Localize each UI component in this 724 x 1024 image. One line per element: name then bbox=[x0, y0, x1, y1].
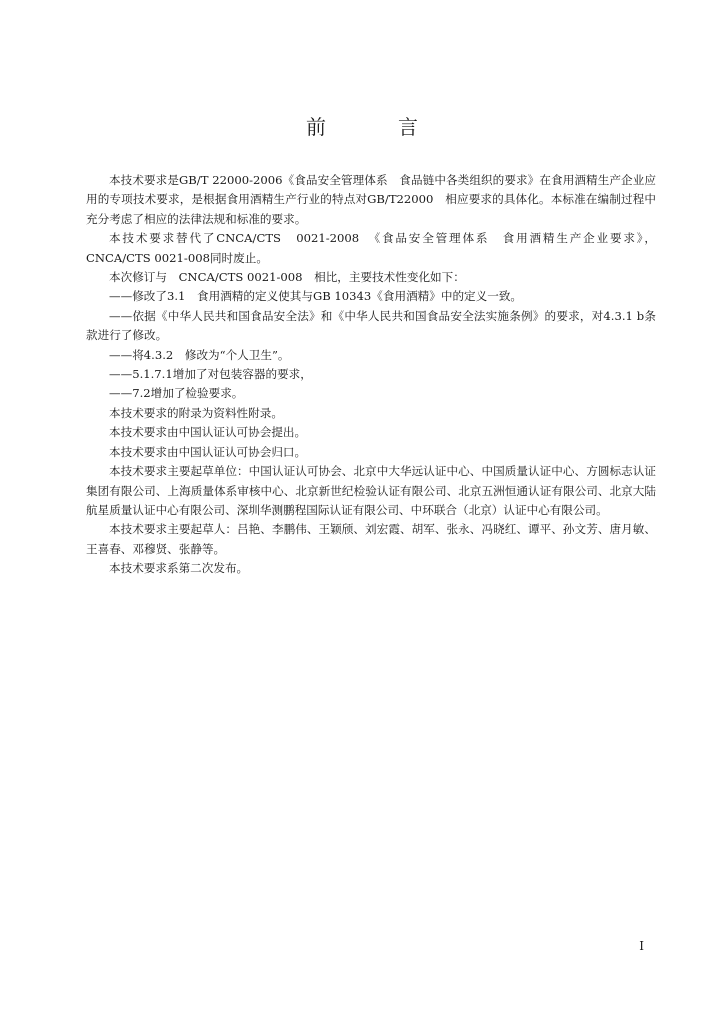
paragraph-administrator: 本技术要求由中国认证认可协会归口。 bbox=[109, 444, 307, 459]
paragraph-change-2: ——依据《中华人民共和国食品安全法》和《中华人民共和国食品安全法实施条例》的要求，对4.3.1 b条款进行了修改。 bbox=[86, 308, 656, 343]
paragraph-change-4: ——5.1.7.1增加了对包装容器的要求， bbox=[109, 367, 312, 382]
paragraph-release: 本技术要求系第二次发布。 bbox=[109, 561, 249, 576]
page-title: 前 言 bbox=[306, 115, 444, 139]
paragraph-change-3: ——将4.3.2 修改为“个人卫生”。 bbox=[109, 347, 290, 362]
paragraph-appendix: 本技术要求的附录为资料性附录。 bbox=[109, 405, 283, 420]
paragraph-changes-intro: 本次修订与 CNCA/CTS 0021-008 相比，主要技术性变化如下： bbox=[109, 270, 465, 285]
paragraph-drafting-units: 本技术要求主要起草单位：中国认证认可协会、北京中大华远认证中心、中国质量认证中心、方圆标志认证集团有限公司、上海质量体系审核中心、北京新世纪检验认证有限公司、北京五洲恒通认证有限公司、北京大陆航星质量认证中心有限公司、深圳华测鹏程国际认证有限公司、中环联合（北京）认证中心有限公司。 bbox=[86, 464, 656, 517]
page-number: I bbox=[639, 939, 644, 953]
paragraph-replacement: 本技术要求替代了CNCA/CTS 0021-2008 《食品安全管理体系 食用酒精生产企业要求》，CNCA/CTS 0021-008同时废止。 bbox=[86, 231, 656, 265]
paragraph-change-1: ——修改了3.1 食用酒精的定义使其与GB 10343《食用酒精》中的定义一致。 bbox=[109, 289, 523, 304]
paragraph-proposer: 本技术要求由中国认证认可协会提出。 bbox=[109, 425, 307, 440]
foreword-body bbox=[86, 171, 656, 579]
paragraph-change-5: ——7.2增加了检验要求。 bbox=[109, 386, 244, 401]
paragraph-scope: 本技术要求是GB/T 22000-2006《食品安全管理体系 食品链中各类组织的要求》在食用酒精生产企业应用的专项技术要求，是根据食用酒精生产行业的特点对GB/T22000 相应要求的具体化。本标准在编制过程中充分考虑了相应的法律法规和标准的要求。 bbox=[86, 173, 656, 226]
paragraph-drafters: 本技术要求主要起草人：吕艳、李鹏伟、王颖颀、刘宏霞、胡军、张永、冯晓红、谭平、孙文芳、唐月敏、王喜春、邓穆贤、张静等。 bbox=[86, 522, 656, 556]
